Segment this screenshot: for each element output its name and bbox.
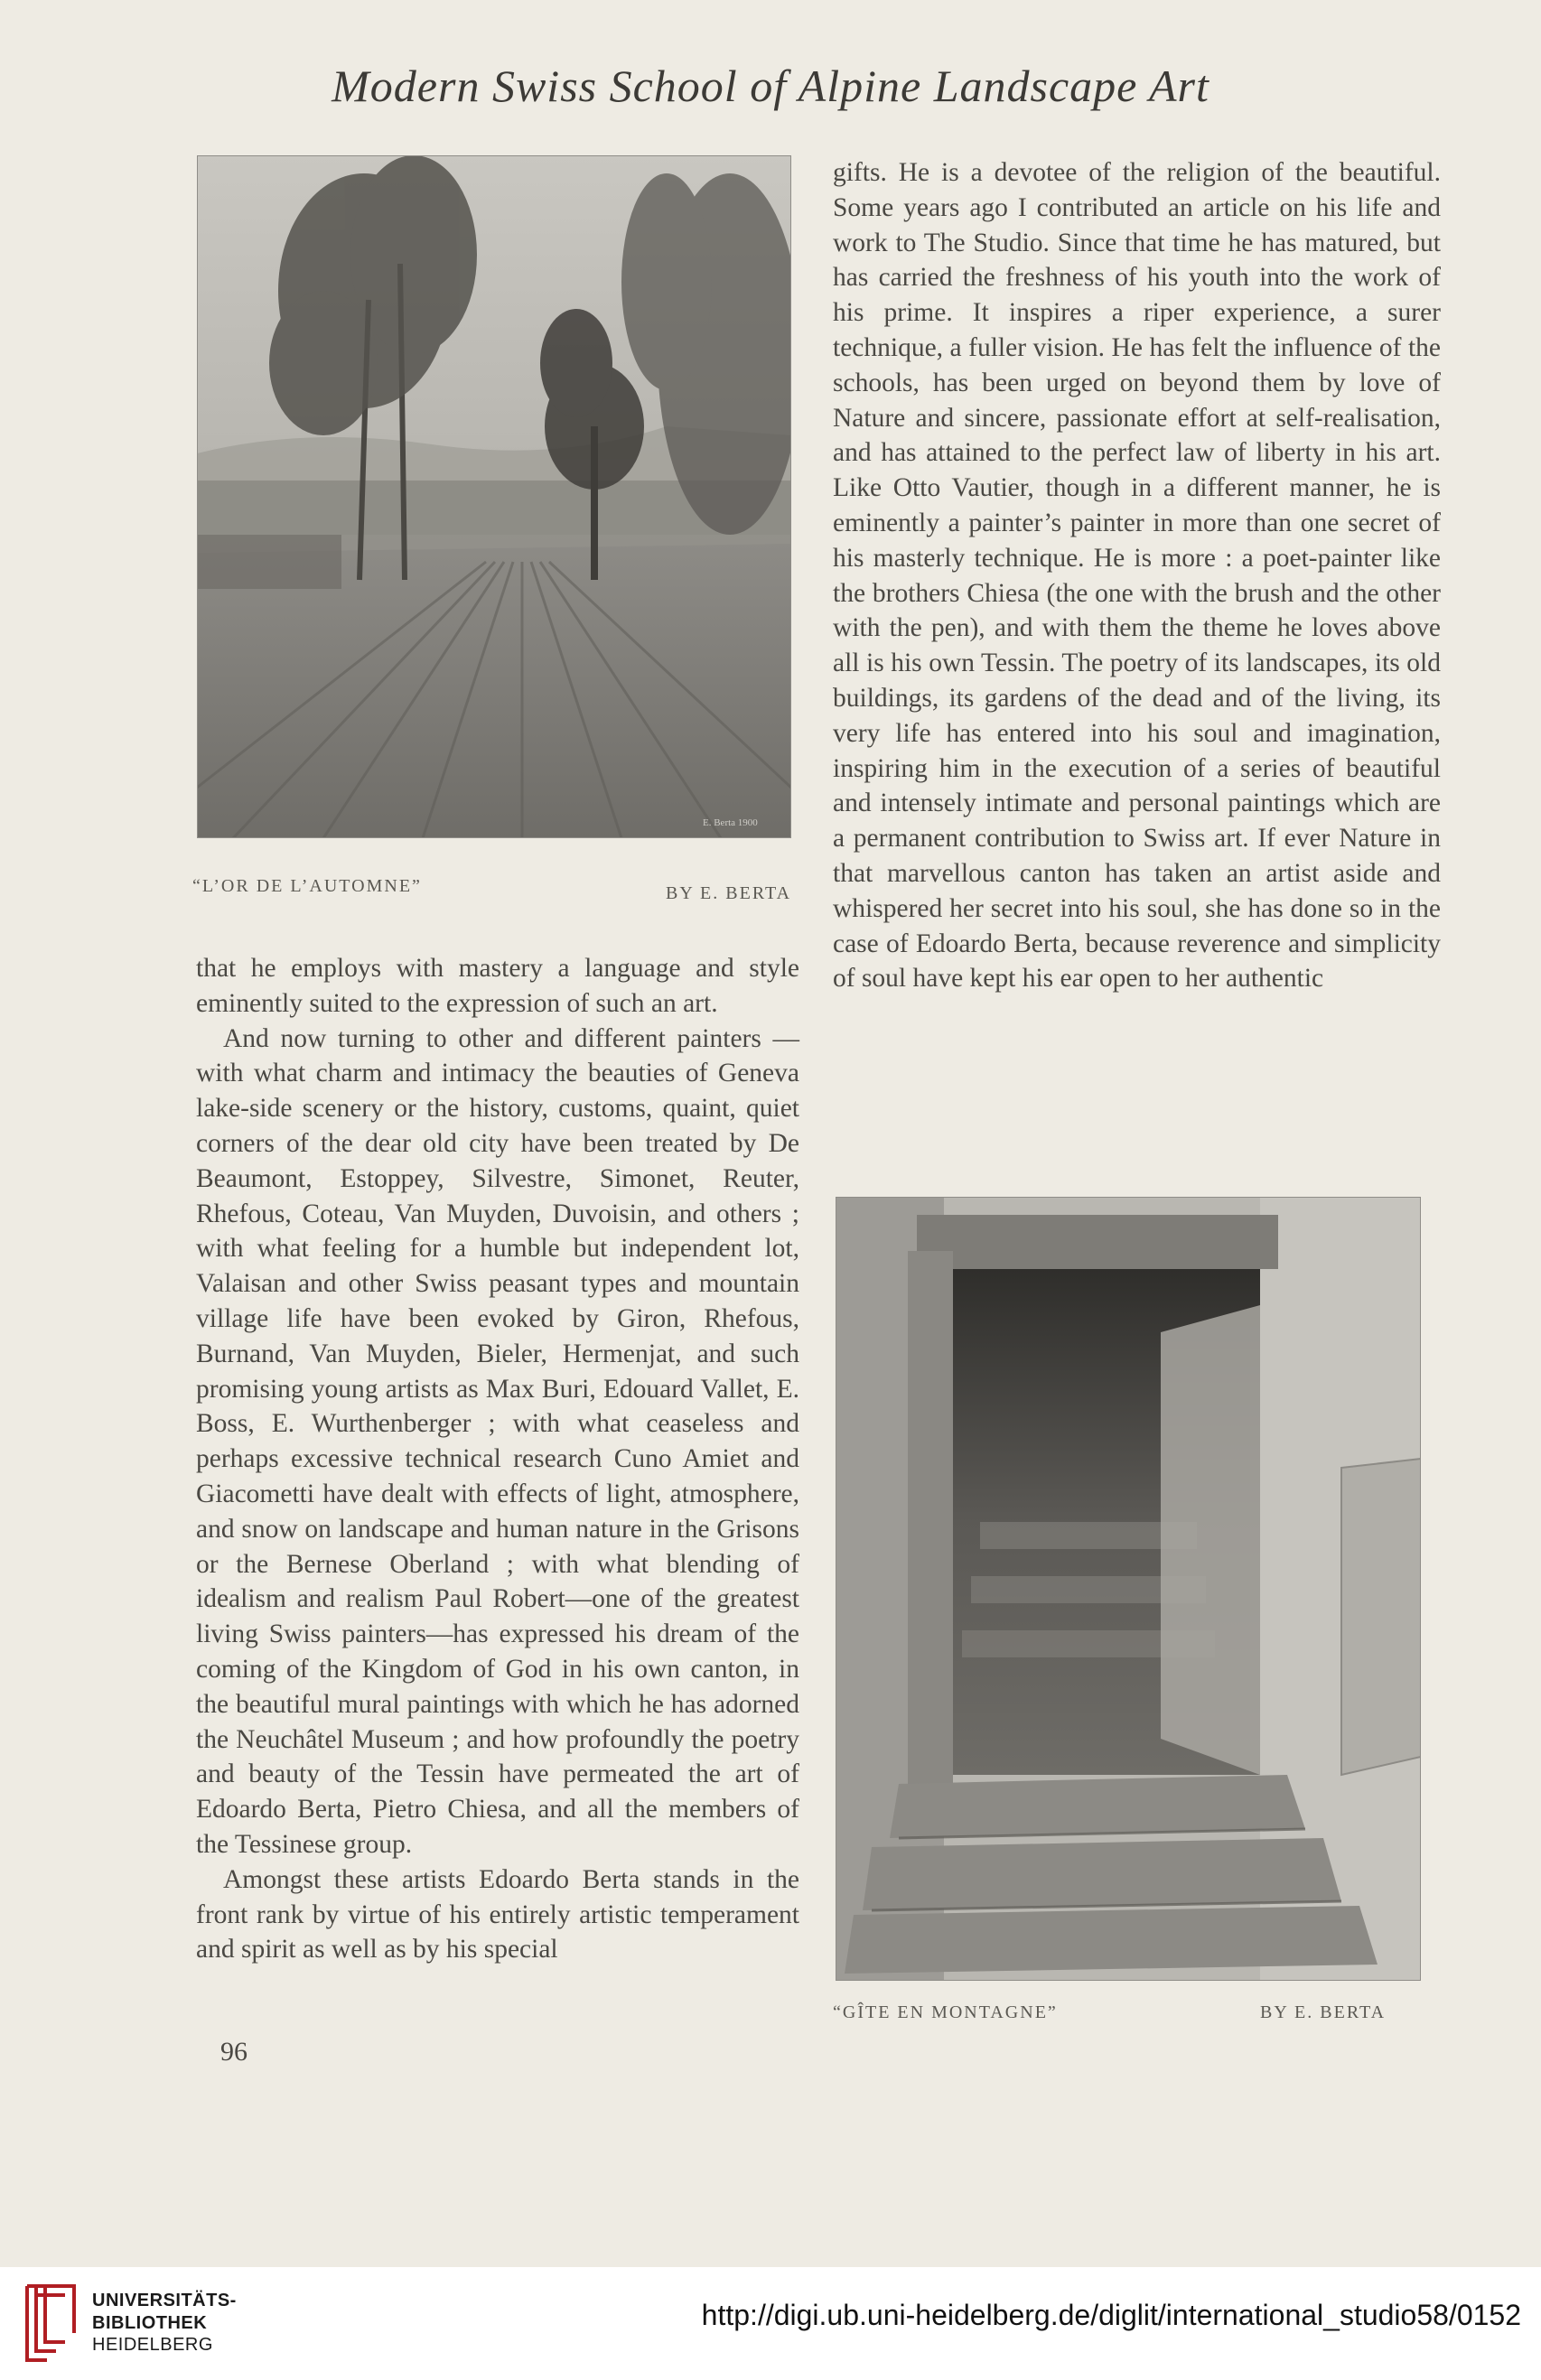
plate-caption-credit: BY E. BERTA <box>1260 2002 1387 2022</box>
library-name-line: BIBLIOTHEK <box>92 2313 208 2333</box>
left-text-column <box>196 951 799 1967</box>
right-text-column <box>833 155 1441 996</box>
paragraph: Amongst these artists Edoardo Berta stands in the front rank by virtue of his entirely artistic temperament and spirit as well as by his special <box>196 1864 799 1965</box>
plate-caption-title: “GÎTE EN MONTAGNE” <box>833 2002 1058 2022</box>
paragraph: And now turning to other and different painters —with what charm and intimacy the beauties of Geneva lake-side scenery or the history, customs, quaint, quiet corners of the dear old city have been treated by De Beaumont, Estoppey, Silvestre, Simonet, Reuter, Rhefous, Coteau, Van Muyden, Duvoisin, and others ; with what feeling for a humble but independent lot, Valaisan and other Swiss peasant types and mountain village life have been evoked by Giron, Rhefous, Burnand, Van Muyden, Bieler, Hermenjat, and such promising young artists as Max Buri, Edouard Vallet, E. Boss, E. Wurthenberger ; with what ceaseless and perhaps excessive technical research Cuno Amiet and Giacometti have dealt with effects of light, atmosphere, and snow on landscape and human nature in the Grisons or the Bernese Oberland ; with what blending of idealism and realism Paul Robert—one of the greatest living Swiss painters—has expressed his dream of the coming of the Kingdom of God in his own canton, in the beautiful mural paintings with which he has adorned the Neuchâtel Museum ; and how profoundly the poetry and beauty of the Tessin have permeated the art of Edoardo Berta, Pietro Chiesa, and all the members of the Tessinese group. <box>196 1023 799 1859</box>
plate-caption-title: “L’OR DE L’AUTOMNE” <box>192 876 422 896</box>
running-header-title: Modern Swiss School of Alpine Landscape Art <box>332 61 1209 111</box>
library-name-line: UNIVERSITÄTS- <box>92 2291 237 2310</box>
plate-mountain-doorway <box>836 1197 1421 1981</box>
plate-caption-credit: BY E. BERTA <box>666 883 792 903</box>
source-url-link[interactable]: http://digi.ub.uni-heidelberg.de/diglit/international_studio58/0152 <box>701 2299 1521 2331</box>
page-number: 96 <box>220 2037 247 2067</box>
plate-autumn-avenue <box>197 155 791 838</box>
library-logo-icon <box>20 2279 83 2367</box>
plate-signature: E. Berta 1900 <box>703 817 758 828</box>
paragraph: that he employs with mastery a language and style eminently suited to the expression of such an art. <box>196 954 799 1018</box>
library-name-line: HEIDELBERG <box>92 2335 213 2355</box>
paragraph: gifts. He is a devotee of the religion of the beautiful. Some years ago I contributed an article on his life and work to The Studio. Since that time he has matured, but has carried the freshness of his youth into the work of his prime. It inspires a riper experience, a surer technique, a fuller vision. He has felt the influence of the schools, has been urged on beyond them by love of Nature and sincere, passionate effort at self-realisation, and has attained to the perfect law of liberty in his art. Like Otto Vautier, though in a different manner, he is eminently a painter’s painter in more than one secret of his masterly technique. He is more : a poet-painter like the brothers Chiesa (the one with the brush and the other with the pen), and with them the theme he loves above all is his own Tessin. The poetry of its landscapes, its old buildings, its gardens of the dead and of the living, its very life has entered into his soul and imagination, inspiring him in the execution of a series of beautiful and intensely intimate and personal paintings which are a permanent contribution to Swiss art. If ever Nature in that marvellous canton has taken an artist aside and whispered her secret into his soul, she has done so in the case of Edoardo Berta, because reverence and simplicity of soul have kept his ear open to her authentic <box>833 158 1441 994</box>
